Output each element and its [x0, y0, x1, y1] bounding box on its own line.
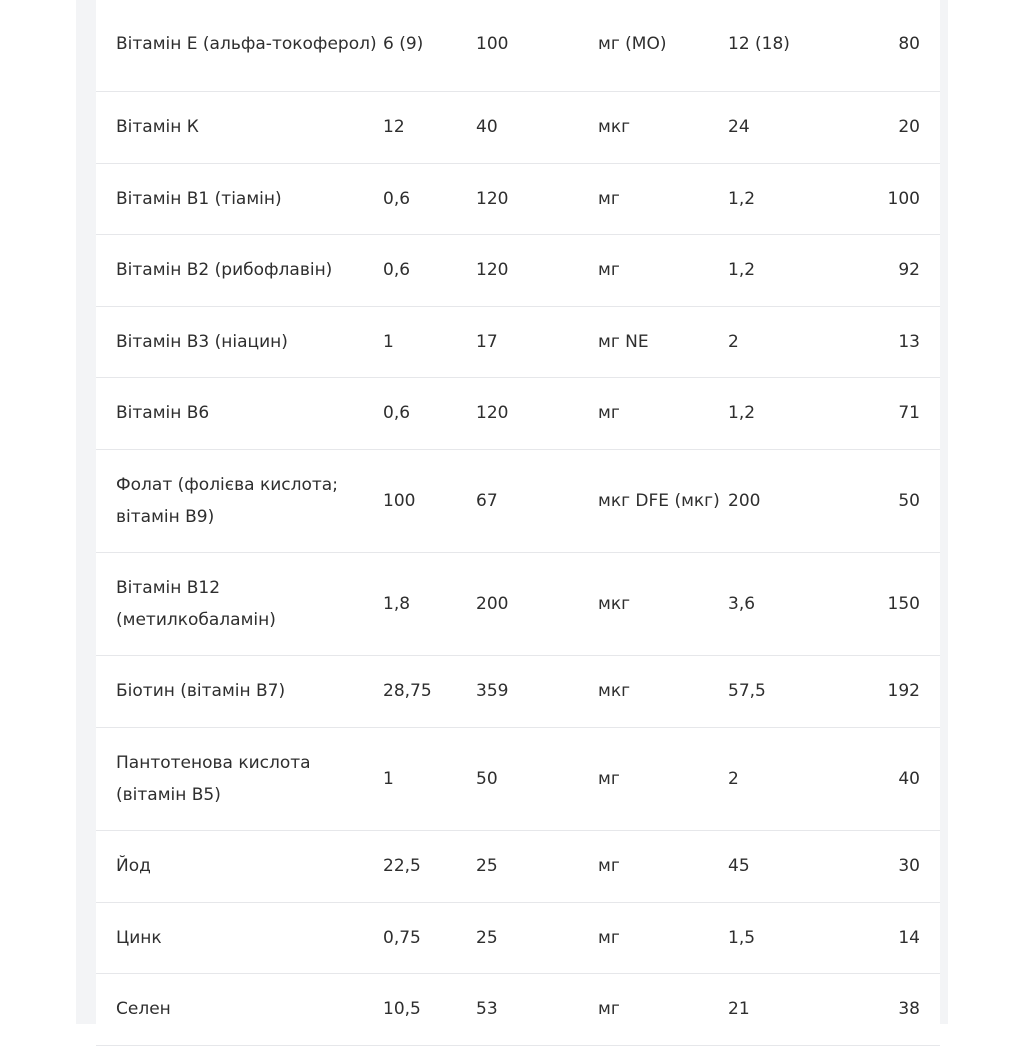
nutrient-name-cell: Йод — [116, 856, 151, 876]
unit-cell: мг — [598, 768, 620, 789]
table-row — [96, 306, 940, 377]
value-cell: 100 — [383, 490, 416, 511]
unit-cell: мг — [598, 260, 620, 280]
value-cell: 45 — [728, 856, 750, 876]
percent-cell: 192 — [887, 681, 920, 701]
percent-cell: 30 — [898, 856, 920, 876]
nutrient-name-cell: Вітамін В2 (рибофлавін) — [116, 260, 333, 280]
nutrient-name-cell: Вітамін В1 (тіамін) — [116, 188, 282, 209]
table-row — [96, 449, 940, 552]
percent-cell: 100 — [476, 34, 509, 55]
table-row — [96, 91, 940, 163]
percent-cell: 80 — [898, 34, 920, 55]
value-cell: 22,5 — [383, 856, 421, 876]
unit-cell: мг — [598, 927, 620, 948]
nutrient-name-cell: Вітамін Е (альфа-токоферол) — [116, 34, 377, 55]
unit-cell: мг NE — [598, 331, 649, 352]
value-cell: 2 — [728, 331, 739, 352]
value-cell: 6 (9) — [383, 34, 424, 55]
nutrient-name-cell: Фолат (фолієва кислота; вітамін В9) — [116, 474, 338, 527]
percent-cell: 50 — [898, 490, 920, 511]
percent-cell: 13 — [898, 331, 920, 352]
percent-cell: 120 — [476, 188, 509, 209]
table-row — [96, 163, 940, 234]
percent-cell: 92 — [898, 260, 920, 280]
percent-cell: 50 — [476, 768, 498, 789]
nutrients-table-card — [96, 0, 940, 1046]
percent-cell: 38 — [898, 999, 920, 1019]
nutrient-name-cell: Пантотенова кислота (вітамін В5) — [116, 752, 311, 805]
unit-cell: мкг — [598, 117, 631, 137]
value-cell: 1,8 — [383, 593, 411, 614]
value-cell: 3,6 — [728, 593, 756, 614]
table-row — [96, 902, 940, 973]
percent-cell: 17 — [476, 331, 498, 352]
percent-cell: 150 — [887, 593, 920, 614]
unit-cell: мг (МО) — [598, 34, 667, 55]
percent-cell: 200 — [476, 593, 509, 614]
value-cell: 57,5 — [728, 681, 766, 701]
percent-cell: 40 — [898, 768, 920, 789]
value-cell: 10,5 — [383, 999, 421, 1019]
percent-cell: 120 — [476, 403, 509, 423]
unit-cell: мг — [598, 856, 620, 876]
nutrient-name-cell: Вітамін В6 — [116, 403, 210, 423]
value-cell: 200 — [728, 490, 761, 511]
percent-cell: 14 — [898, 927, 920, 948]
percent-cell: 20 — [898, 117, 920, 137]
unit-cell: мкг — [598, 593, 631, 614]
value-cell: 1,2 — [728, 188, 756, 209]
table-row — [96, 234, 940, 306]
nutrient-name-cell: Вітамін В12 (метилкобаламін) — [116, 577, 276, 630]
value-cell: 1,2 — [728, 260, 756, 280]
percent-cell: 25 — [476, 856, 498, 876]
value-cell: 12 — [383, 117, 405, 137]
table-row — [96, 0, 940, 91]
table-row — [96, 655, 940, 727]
percent-cell: 67 — [476, 490, 498, 511]
nutrient-name-cell: Селен — [116, 999, 171, 1019]
table-row — [96, 552, 940, 655]
value-cell: 1,2 — [728, 403, 756, 423]
unit-cell: мг — [598, 999, 620, 1019]
value-cell: 1,5 — [728, 927, 756, 948]
value-cell: 0,6 — [383, 260, 411, 280]
nutrients-table — [96, 0, 940, 1046]
table-row — [96, 973, 940, 1045]
nutrient-name-cell: Біотин (вітамін В7) — [116, 681, 286, 701]
nutrients-table-body — [96, 0, 940, 1045]
table-row — [96, 377, 940, 449]
unit-cell: мг — [598, 403, 620, 423]
table-row — [96, 727, 940, 830]
table-row — [96, 830, 940, 902]
value-cell: 24 — [728, 117, 750, 137]
percent-cell: 120 — [476, 260, 509, 280]
value-cell: 2 — [728, 768, 739, 789]
percent-cell: 100 — [887, 188, 920, 209]
unit-cell: мкг — [598, 681, 631, 701]
nutrient-name-cell: Вітамін К — [116, 117, 199, 137]
value-cell: 1 — [383, 331, 394, 352]
percent-cell: 359 — [476, 681, 509, 701]
percent-cell: 40 — [476, 117, 498, 137]
percent-cell: 53 — [476, 999, 498, 1019]
value-cell: 21 — [728, 999, 750, 1019]
value-cell: 0,6 — [383, 403, 411, 423]
unit-cell: мкг DFE (мкг) — [598, 490, 720, 511]
value-cell: 12 (18) — [728, 34, 790, 55]
value-cell: 28,75 — [383, 681, 432, 701]
nutrient-name-cell: Цинк — [116, 927, 162, 948]
unit-cell: мг — [598, 188, 620, 209]
value-cell: 1 — [383, 768, 394, 789]
value-cell: 0,75 — [383, 927, 421, 948]
nutrient-name-cell: Вітамін В3 (ніацин) — [116, 331, 288, 352]
percent-cell: 71 — [898, 403, 920, 423]
percent-cell: 25 — [476, 927, 498, 948]
value-cell: 0,6 — [383, 188, 411, 209]
